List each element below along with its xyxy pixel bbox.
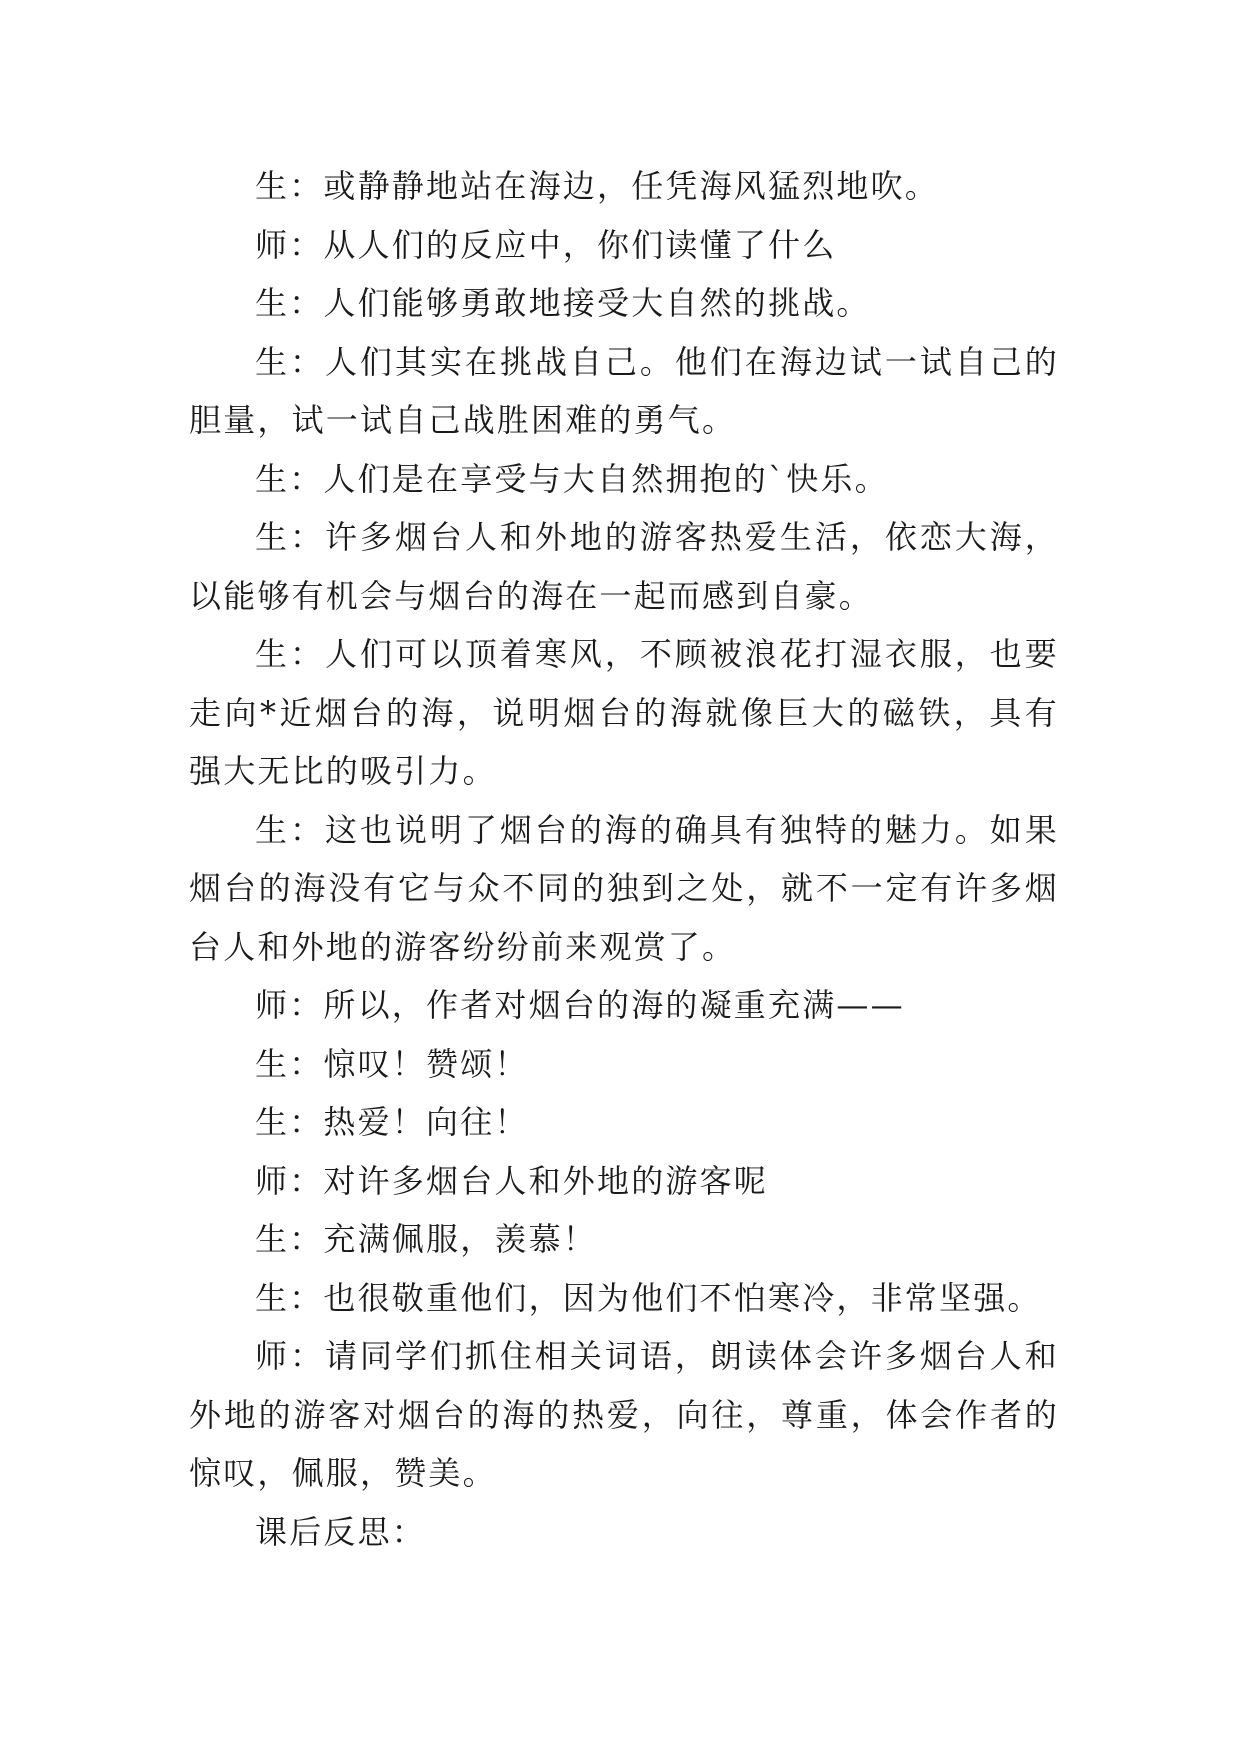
document-body (189, 157, 1059, 1561)
paragraph: 师：从人们的反应中，你们读懂了什么 (255, 225, 837, 264)
paragraph: 生：许多烟台人和外地的游客热爱生活，依恋大海，以能够有机会与烟台的海在一起而感到自豪。 (189, 518, 1059, 615)
paragraph: 生：人们是在享受与大自然拥抱的`快乐。 (255, 459, 889, 498)
paragraph: 课后反思： (255, 1512, 427, 1551)
paragraph: 生：人们其实在挑战自己。他们在海边试一试自己的胆量，试一试自己战胜困难的勇气。 (189, 342, 1059, 439)
paragraph: 生：人们能够勇敢地接受大自然的挑战。 (255, 284, 871, 322)
paragraph: 生：这也说明了烟台的海的确具有独特的魅力。如果烟台的海没有它与众不同的独到之处，就不一定有许多烟台人和外地的游客纷纷前来观赏了。 (189, 810, 1059, 966)
paragraph: 生：惊叹！赞颂！ (255, 1044, 529, 1083)
paragraph: 生：也很敬重他们，因为他们不怕寒冷，非常坚强。 (255, 1278, 1042, 1317)
paragraph: 师：请同学们抓住相关词语，朗读体会许多烟台人和外地的游客对烟台的海的热爱，向往，尊重，体会作者的惊叹，佩服，赞美。 (189, 1337, 1059, 1492)
paragraph: 生：人们可以顶着寒风，不顾被浪花打湿衣服，也要走向*近烟台的海，说明烟台的海就像巨大的磁铁，具有强大无比的吸引力。 (189, 635, 1059, 790)
paragraph: 师：所以，作者对烟台的海的凝重充满—— (255, 986, 905, 1024)
paragraph: 师：对许多烟台人和外地的游客呢 (255, 1161, 769, 1200)
paragraph: 生：热爱！向往！ (255, 1103, 529, 1141)
paragraph: 生：充满佩服，羡慕！ (255, 1220, 598, 1258)
paragraph: 生：或静静地站在海边，任凭海风猛烈地吹。 (255, 167, 940, 205)
